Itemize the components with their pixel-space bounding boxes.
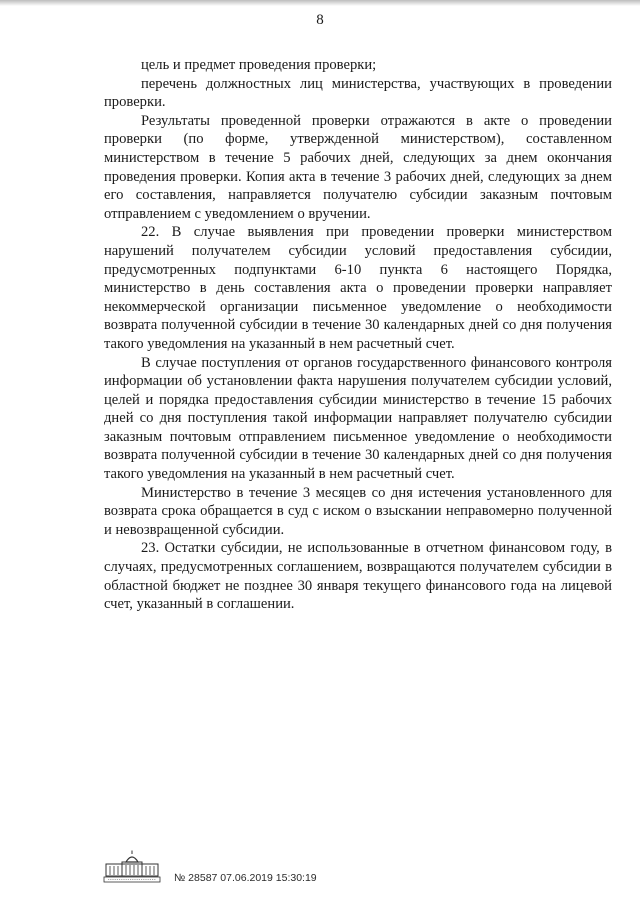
paragraph-court-claim: Министерство в течение 3 месяцев со дня истечения установленного для возврата срока обращается в суд с иском о взыскании неправомерно полученной и невозвращенной субсидии. — [104, 484, 612, 538]
scan-edge-shadow — [0, 0, 640, 6]
page-number: 8 — [316, 12, 324, 28]
paragraph-clause-23: 23. Остатки субсидии, не использованные в отчетном финансовом году, в случаях, предусмотренных соглашением, возвращаются получателем субсидии в областной бюджет не позднее 30 января текущего финансового года на лицевой счет, указанный в соглашении. — [104, 540, 612, 613]
government-building-emblem-icon — [100, 850, 164, 884]
paragraph-officials-list: перечень должностных лиц министерства, участвующих в проведении проверки. — [104, 75, 612, 111]
document-body — [104, 56, 612, 614]
registration-stamp: № 28587 07.06.2019 15:30:19 — [174, 872, 317, 884]
document-footer — [100, 850, 340, 886]
paragraph-goal: цель и предмет проведения проверки; — [141, 57, 377, 73]
paragraph-inspection-results: Результаты проведенной проверки отражаются в акте о проведении проверки (по форме, утвержденной министерством), составленном министерством в течение 5 рабочих дней, следующих за днем окончания проведения проверки. Копия акта в течение 3 рабочих дней, следующих за днем его составления, направляется получателю субсидии заказным почтовым отправлением с уведомлением о вручении. — [104, 112, 612, 222]
paragraph-clause-22: 22. В случае выявления при проведении проверки министерством нарушений получателем субсидии условий предоставления субсидии, предусмотренных подпунктами 6-10 пункта 6 настоящего Порядка, министерство в день составления акта о проведении проверки направляет некоммерческой организации письменное уведомление о необходимости возврата полученной субсидии в течение 30 календарных дней со дня получения такого уведомления на указанный в нем расчетный счет. — [104, 224, 612, 352]
paragraph-financial-control: В случае поступления от органов государственного финансового контроля информации об установлении факта нарушения получателем субсидии условий, целей и порядка предоставления субсидии министерство в течение 15 рабочих дней со дня поступления такой информации направляет получателю субсидии заказным почтовым отправлением письменное уведомление о необходимости возврата полученной субсидии в течение 30 календарных дней со дня получения такого уведомления на указанный в нем расчетный счет. — [104, 354, 612, 483]
